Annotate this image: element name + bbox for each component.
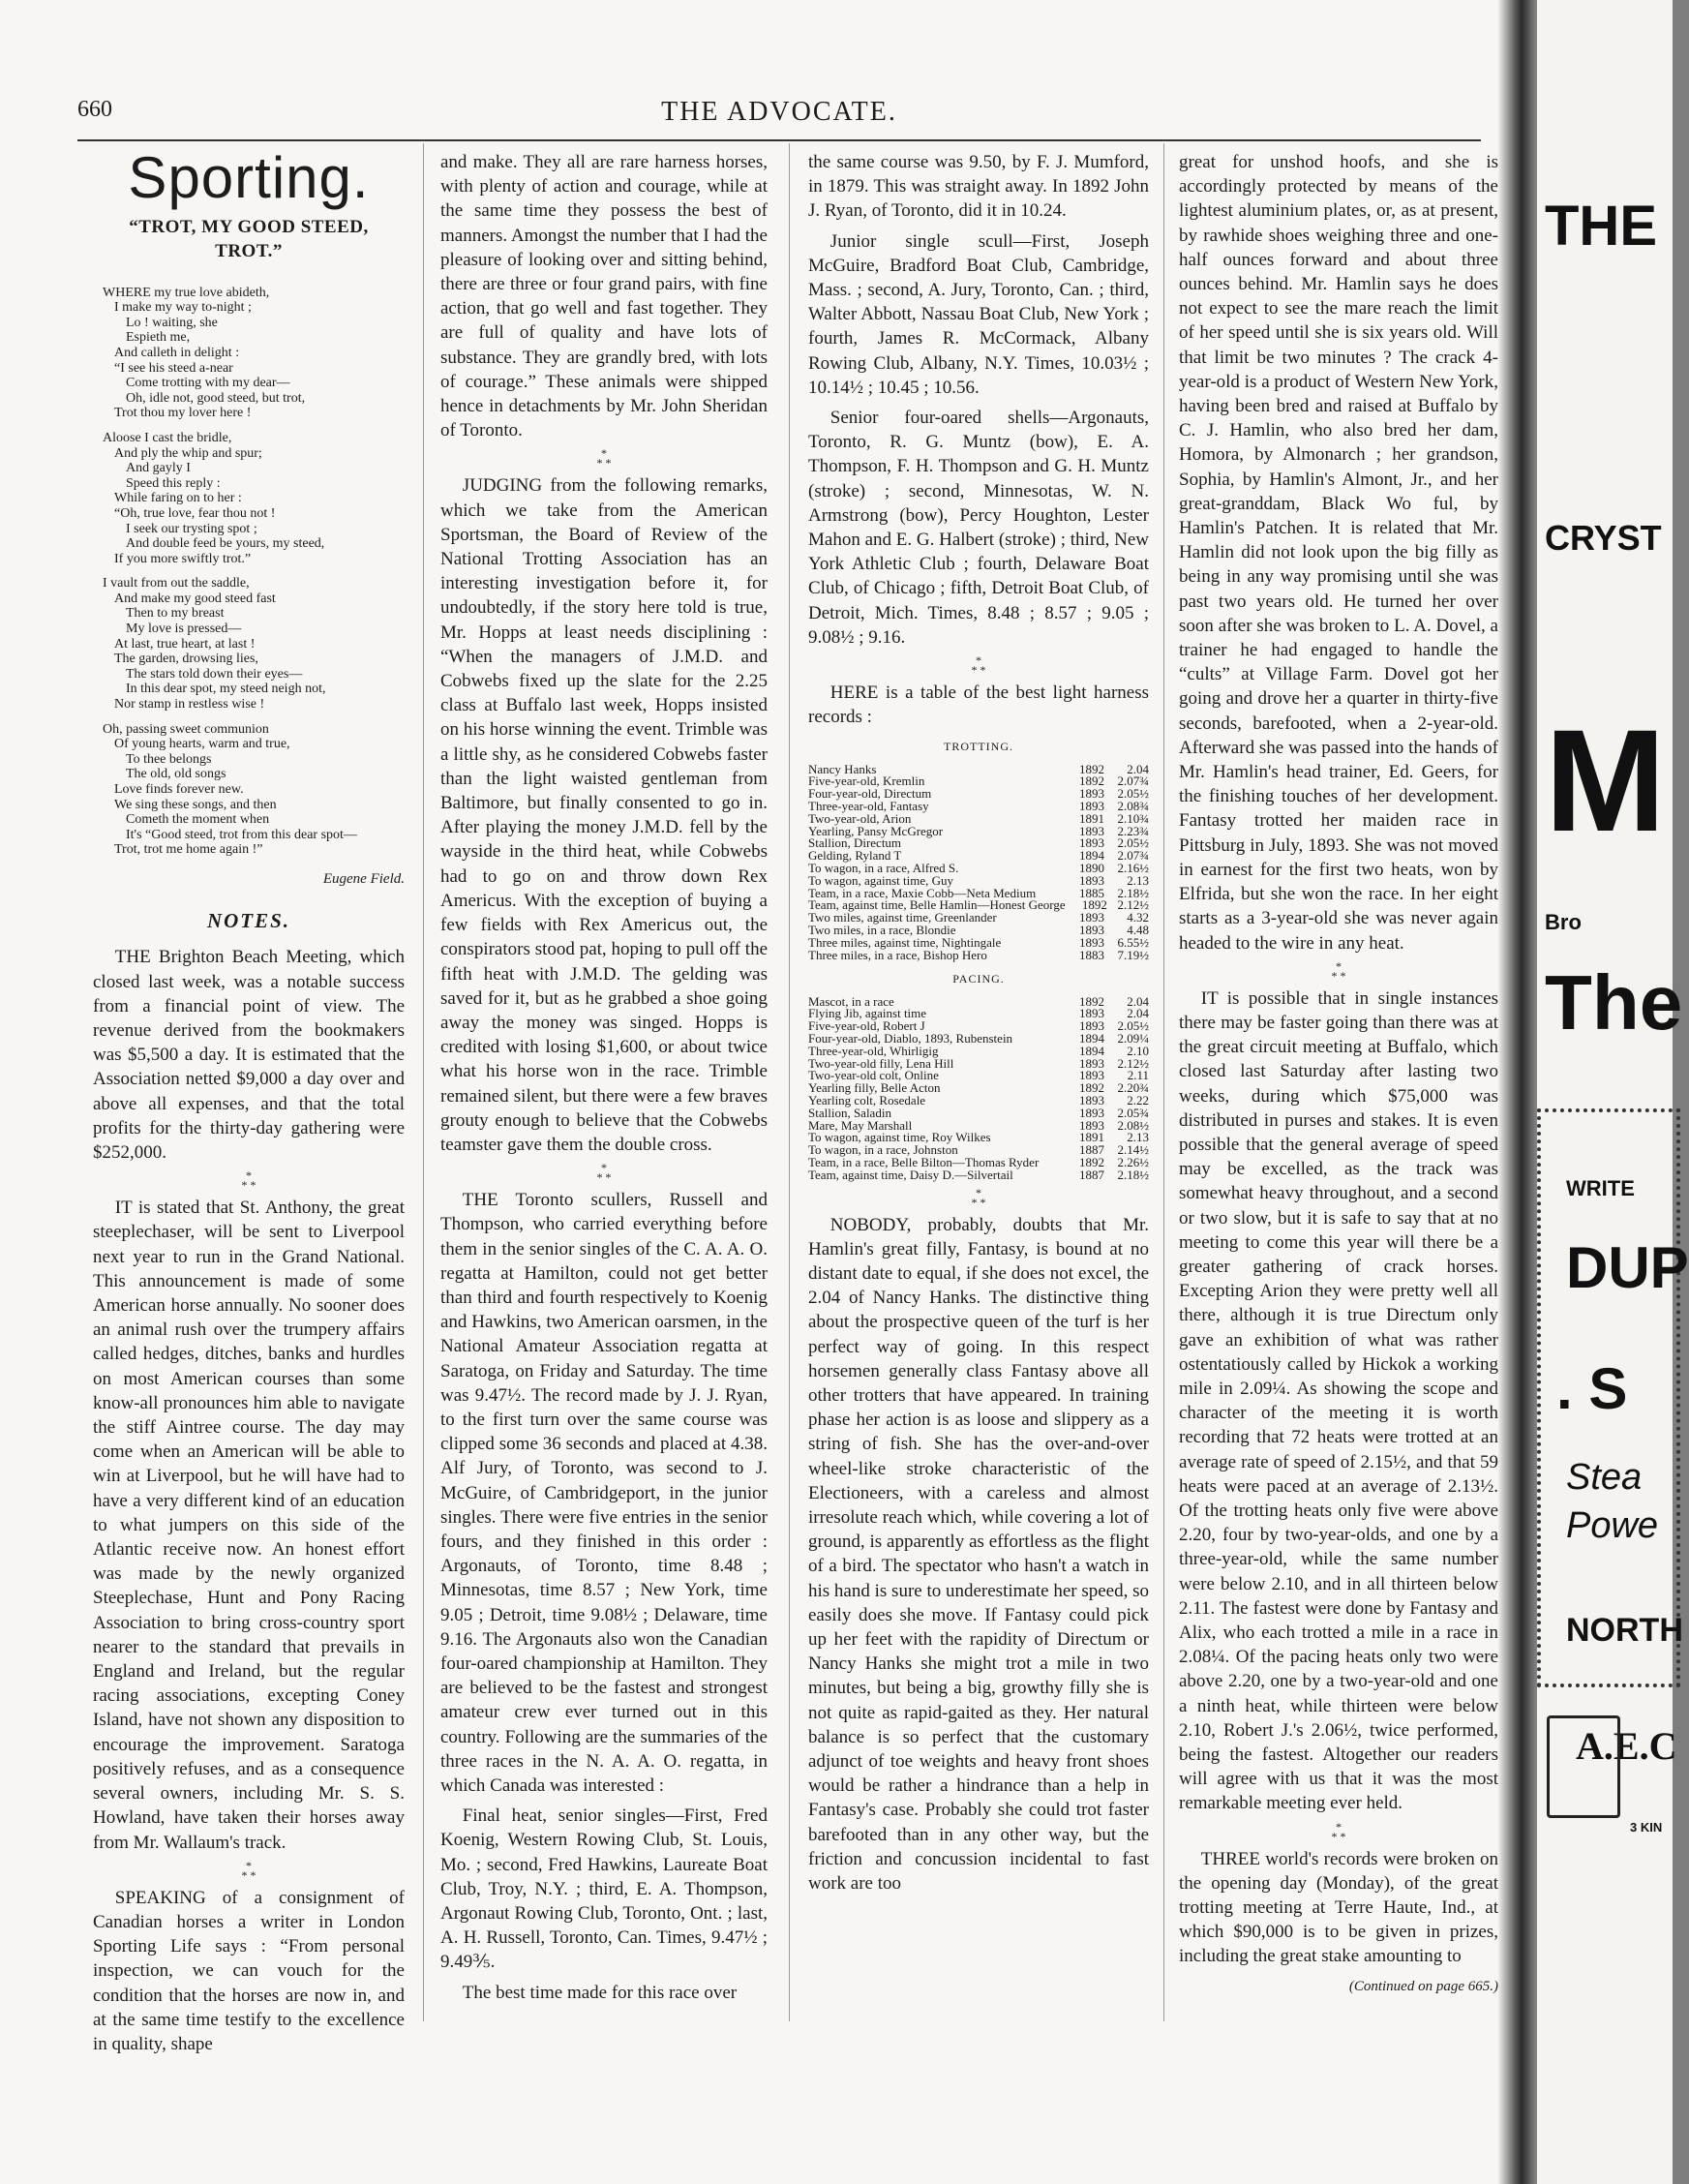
record-name: Yearling filly, Belle Acton xyxy=(808,1080,941,1096)
record-name: Team, against time, Belle Hamlin—Honest George xyxy=(808,897,1066,913)
article-paragraph: great for unshod hoofs, and she is accordingly protected by means of the lightest aluminium plates, or, as at present, by rawhide shoes weighing three and one-half ounces forward and about three ounces behind. Mr. Hamlin says he does not expect to see the mare reach the limit of her speed until she is six years old. Will that limit be two minutes ? The crack 4-year-old is a product of Western New York, having been bred and raised at Buffalo by C. J. Hamlin, who also bred her dam, Homora, by Almonarch ; her grandson, Sophia, by Hamlin's Almont, Jr., and her great-granddam, Black Wo ful, by Hamlin's Patchen. It is related that Mr. Hamlin did not look upon the big filly as being in any way promising until she was past two years old. He turned her over soon after she was broken to L. A. Dovel, a trainer he had engaged to handle the “cults” at Village Farm. Dovel got her going and drove her a quarter in thirty-five seconds, barefooted, when a 2-year-old. Afterward she was passed into the hands of Mr. Hamlin's head trainer, Ed. Geers, for the finishing touches of her development. Fantasy trotted her maiden race in Pittsburg in July, 1893. She was not moved in earnest for the first two heats, won by Elfrida, but she won the race. In her eight starts as a 3-year-old she was never again headed to the wire in any heat. xyxy=(1179,152,1498,954)
record-name: Gelding, Ryland T xyxy=(808,848,902,864)
record-year: 1893 xyxy=(1079,835,1104,851)
poem-line: If you more swiftly trot.” xyxy=(114,551,252,566)
record-time: 2.08¾ xyxy=(1117,799,1149,814)
record-year: 1894 xyxy=(1079,1043,1104,1058)
record-year: 1894 xyxy=(1079,848,1104,864)
record-name: To wagon, in a race, Alfred S. xyxy=(808,861,959,876)
poem-line: My love is pressed— xyxy=(126,622,242,637)
record-name: To wagon, against time, Guy xyxy=(808,872,954,888)
record-time: 2.11 xyxy=(1127,1068,1149,1083)
record-year: 1893 xyxy=(1079,934,1104,950)
record-year: 1893 xyxy=(1079,1068,1104,1083)
record-time: 2.10 xyxy=(1127,1043,1149,1058)
poem-line: Trot, trot me home again !” xyxy=(114,842,263,858)
record-name: Nancy Hanks xyxy=(808,761,877,776)
record-name: Three miles, in a race, Bishop Hero xyxy=(808,947,987,962)
record-time: 2.04 xyxy=(1127,761,1149,776)
record-time: 2.05½ xyxy=(1117,835,1149,851)
record-time: 2.04 xyxy=(1127,1006,1149,1021)
poem-line: And ply the whip and spur; xyxy=(114,445,262,461)
record-year: 1893 xyxy=(1079,1093,1104,1107)
record-time: 2.18½ xyxy=(1117,1167,1149,1182)
article-paragraph: THE Brighton Beach Meeting, which closed last week, was a notable success from a financial point of view. The revenue derived from the bookmakers was $5,500 a day. It is estimated that the Association netted $9,000 a day over and above all expenses, and that the total profits for the thirty-day gathering were $252,000. xyxy=(93,947,405,1164)
poem-line: And calleth in delight : xyxy=(114,345,240,360)
poem-line: And double feed be yours, my steed, xyxy=(126,536,325,552)
poem-line: And gayly I xyxy=(126,461,191,476)
poem-stanza xyxy=(103,722,405,858)
trotting-label: TROTTING. xyxy=(944,740,1013,754)
article-paragraph: and make. They all are rare harness horses, with plenty of action and courage, while at the same time they possess the best of manners. Amongst the number that I had the pleasure of looking over and sitting behind, there are three or four grand pairs, with fine action, that go well and fast together. They are full of quality and have lots of substance. They are grandly bred, with lots of courage.” These animals were shipped hence in detachments by Mr. John Sheridan of Toronto. xyxy=(440,152,768,441)
article-paragraph: SPEAKING of a consignment of Canadian horses a writer in London Sporting Life says : “From personal inspection, we can vouch for the condition that the horses are now in, and at the same time testify to the excellence in quality, shape xyxy=(93,1887,405,2054)
record-year: 1893 xyxy=(1079,1117,1104,1133)
separator-stars: * * * xyxy=(971,653,986,678)
record-name: Two-year-old filly, Lena Hill xyxy=(808,1055,954,1071)
article-paragraph: NOBODY, probably, doubts that Mr. Hamlin's great filly, Fantasy, is bound at no distant date to equal, if she does not excel, the 2.04 of Nancy Hanks. The distinctive thing about the prospective queen of the turf is her perfect way of going. In this respect horsemen generally class Fantasy above all other trotters that have appeared. In training phase her action is as loose and slippery as a string of fish. She has the over-and-over wheel-like stroke characteristic of the Electioneers, with a careless and almost irresolute reach which, while covering a lot of ground, is apparently as effortless as the flight of a bird. The spectator who hasn't a watch in his hand is sure to underestimate her speed, so easily does she move. If Fantasy could pick up her feet with the rapidity of Directum or Nancy Hanks she might trot a mile in two minutes, but being a big, growthy filly she is not quite as rapid-gaited as they. Her natural balance is so perfect that the customary adjunct of toe weights and heavy front shoes would be rather a hindrance than a help in Fantasy's case. Probably she could trot faster barefooted than in any other way, but the friction and concussion incidental to fast work are too xyxy=(808,1214,1149,1895)
facing-text: WRITE xyxy=(1566,1176,1635,1200)
separator-stars: * * * xyxy=(596,1161,612,1185)
record-year: 1893 xyxy=(1079,872,1104,888)
article-paragraph: IT is stated that St. Anthony, the great steeplechaser, will be sent to Liverpool next year to run in the Grand National. This announcement is made of some American horse annually. No sooner does an animal rush over the trumpery affairs called hedges, ditches, banks and hurdles on most American courses than some know-all pronounces him able to navigate the stiff Aintree course. The day may come when an American will be able to win at Liverpool, but he will have had to have a very different kind of an education to what jumpers on this side of the Atlantic receive now. An honest effort was made by the newly organized Steeplechase, Hunt and Pony Racing Association to bring cross-country sport nearer to the standard that prevails in England and Ireland, but the regular racing associations, excepting Coney Island, have not shown any disposition to encourage the improvement. Saratoga positively refuses, and as a consequence several owners, including Mr. S. S. Howland, have taken their horses away from Mr. Wallaum's track. xyxy=(93,1198,405,1853)
article-paragraph: Final heat, senior singles—First, Fred Koenig, Western Rowing Club, St. Louis, Mo. ; second, Fred Hawkins, Laureate Boat Club, Troy, N.Y. ; third, E. A. Thompson, Argonaut Rowing Club, Toronto, Ont. ; last, A. H. Russell, Toronto, Can. Times, 9.47½ ; 9.49⅗. xyxy=(440,1805,768,1973)
poem-line: Trot thou my lover here ! xyxy=(114,406,252,421)
article-paragraph: JUDGING from the following remarks, which we take from the American Sportsman, the Board of Review of the National Trotting Association has an interesting investigation before it, for undoubtedly, if the story here told is true, Mr. Hopps at least needs disciplining : “When the managers of J.M.D. and Cobwebs fixed up the slate for the 2.25 class at Buffalo last week, Hopps insisted on his horse winning the event. Trimble was a little shy, as he considered Cobwebs faster than the light waisted gentleman from Baltimore, but finally consented to go in. After playing the money J.M.D. fell by the wayside in the third heat, while Cobwebs had to go on and throw down Rex Americus. With the exception of buying a few fields with Rex Americus out, the conspirators stood pat, hoping to pull off the fifth heat with J.M.D. The gelding was saved for it, but as he grabbed a shoe going away the money was singed. Hopps is credited with losing $1,600, or about twice what his horse won in the race. Trimble remained silent, but there were a few braves grouty enough to believe that the Cobwebs teamster gave them the double cross. xyxy=(440,475,768,1155)
record-name: Four-year-old, Diablo, 1893, Rubenstein xyxy=(808,1031,1013,1046)
record-year: 1893 xyxy=(1079,823,1104,838)
poem-line: In this dear spot, my steed neigh not, xyxy=(126,682,326,697)
record-year: 1883 xyxy=(1079,947,1104,962)
record-year: 1893 xyxy=(1079,786,1104,802)
notes-heading: NOTES. xyxy=(206,909,291,933)
record-name: To wagon, against time, Roy Wilkes xyxy=(808,1130,991,1145)
poem-line: At last, true heart, at last ! xyxy=(114,636,256,652)
record-year: 1893 xyxy=(1079,1018,1104,1034)
pacing-label: PACING. xyxy=(952,972,1005,986)
record-year: 1893 xyxy=(1079,1055,1104,1071)
record-time: 2.26½ xyxy=(1117,1154,1149,1169)
column-4 xyxy=(1179,150,1498,1999)
article-paragraph: THREE world's records were broken on the opening day (Monday), of the great trotting meeting at Terre Haute, Ind., at which $90,000 is to be given in prizes, including the great stake amounting to xyxy=(1179,1848,1498,1967)
poem-line: Nor stamp in restless wise ! xyxy=(114,697,265,713)
record-year: 1893 xyxy=(1079,910,1104,925)
record-name: Five-year-old, Robert J xyxy=(808,1018,925,1034)
record-name: Three-year-old, Fantasy xyxy=(808,799,929,814)
record-time: 2.04 xyxy=(1127,993,1149,1009)
continued-note: (Continued on page 665.) xyxy=(1348,1978,1498,1994)
poem-line: Speed this reply : xyxy=(126,475,221,491)
section-heading: Sporting. xyxy=(128,145,370,210)
record-year: 1891 xyxy=(1079,810,1104,826)
poem-line: Espieth me, xyxy=(126,330,191,346)
poem-line: I make my way to-night ; xyxy=(114,300,252,316)
facing-text: 3 KIN xyxy=(1630,1820,1663,1835)
poem-title: “TROT, MY GOOD STEED, TROT.” xyxy=(129,217,369,262)
record-time: 7.19½ xyxy=(1117,947,1149,962)
record-year: 1893 xyxy=(1079,1105,1104,1120)
record-row xyxy=(808,1169,1149,1182)
facing-text: . S xyxy=(1556,1356,1628,1421)
facing-text: A.E.C xyxy=(1576,1724,1677,1768)
article-paragraph: IT is possible that in single instances there may be faster going than there was at the great circuit meeting at Buffalo, which closed last Saturday after lasting two weeks, during which $75,000 was distributed in purses and stakes. It is even possible that the general average of speed may be excelled, as the track was somewhat heavy throughout, and a second or two slow, but it is safe to say that at no meeting to come this year will there be a greater gathering of crack horses. Excepting Arion they were pretty well all there, although it is true Directum only gave an exhibition of what was rather ostentatiously called by Hickok a working mile in 2.09¼. As showing the scope and character of the meeting it is worth recording that 72 heats were trotted at an average rate of speed of 2.15½, and that 59 heats were paced at an average of 2.13½. Of the trotting heats only five were above 2.20, four by two-year-olds, and one by a three-year-old, while the same number were below 2.10, and in all thirteen below 2.11. The fastest were done by Fantasy and Alix, who each trotted a mile in a race in 2.08¼. Of the pacing heats only two were above 2.20, one by a two-year-old and one a ninth heat, while thirteen were below 2.10, Robert J.'s 2.06½, twice performed, being the fastest. Altogether our readers will agree with us that it was the most remarkable meeting ever held. xyxy=(1179,987,1498,1814)
record-time: 2.05½ xyxy=(1117,1018,1149,1034)
record-row xyxy=(808,947,1149,962)
poem-line: “I see his steed a-near xyxy=(114,360,233,376)
record-year: 1892 xyxy=(1079,993,1104,1009)
record-year: 1894 xyxy=(1079,1031,1104,1046)
poem-line: The old, old songs xyxy=(126,767,226,782)
poem-line: I vault from out the saddle, xyxy=(103,576,250,592)
record-year: 1885 xyxy=(1079,885,1104,900)
column-divider xyxy=(1163,143,1164,2021)
article-paragraph: HERE is a table of the best light harness records : xyxy=(808,682,1149,728)
header-rule xyxy=(77,139,1481,141)
facing-text: CRYST xyxy=(1545,518,1662,558)
record-time: 2.10¾ xyxy=(1117,810,1149,826)
poem xyxy=(103,286,405,858)
record-year: 1891 xyxy=(1079,1130,1104,1145)
poem-line: Lo ! waiting, she xyxy=(126,315,218,330)
record-time: 2.13 xyxy=(1127,872,1149,888)
record-time: 2.05½ xyxy=(1117,786,1149,802)
poem-stanza xyxy=(103,431,405,566)
record-name: Two-year-old, Arion xyxy=(808,810,912,826)
circular-stamp-logo xyxy=(1547,1715,1620,1818)
poem-line: Love finds forever new. xyxy=(114,782,244,798)
facing-text: Stea xyxy=(1566,1457,1643,1498)
record-time: 2.08½ xyxy=(1117,1117,1149,1133)
record-year: 1892 xyxy=(1079,1154,1104,1169)
poem-line: Of young hearts, warm and true, xyxy=(114,737,290,752)
pacing-records-table xyxy=(808,993,1149,1182)
separator-stars: * * * xyxy=(241,1858,256,1882)
poem-line: The garden, drowsing lies, xyxy=(114,652,258,667)
record-name: Yearling, Pansy McGregor xyxy=(808,823,944,838)
poem-line: I seek our trysting spot ; xyxy=(126,521,257,536)
record-name: Four-year-old, Directum xyxy=(808,786,932,802)
facing-text: M xyxy=(1545,699,1666,862)
separator-stars: * * * xyxy=(241,1168,256,1193)
column-3 xyxy=(808,150,1149,1901)
record-time: 2.16½ xyxy=(1117,861,1149,876)
poem-line: And make my good steed fast xyxy=(114,591,276,606)
record-year: 1887 xyxy=(1079,1142,1104,1158)
record-name: Two miles, in a race, Blondie xyxy=(808,923,956,938)
poem-line: Then to my breast xyxy=(126,606,225,622)
record-time: 2.22 xyxy=(1127,1093,1149,1107)
record-name: Five-year-old, Kremlin xyxy=(808,774,925,789)
separator-stars: * * * xyxy=(1331,958,1346,983)
record-year: 1892 xyxy=(1081,897,1107,913)
record-name: Three miles, against time, Nightingale xyxy=(808,934,1002,950)
facing-text: Bro xyxy=(1545,910,1582,934)
poem-stanza xyxy=(103,576,405,712)
facing-text: Powe xyxy=(1566,1505,1659,1546)
record-year: 1893 xyxy=(1079,1006,1104,1021)
record-time: 4.48 xyxy=(1127,923,1149,938)
record-year: 1887 xyxy=(1079,1167,1104,1182)
poem-line: Cometh the moment when xyxy=(126,812,270,828)
poem-author: Eugene Field. xyxy=(322,870,405,887)
record-name: Three-year-old, Whirligig xyxy=(808,1043,939,1058)
record-time: 2.12½ xyxy=(1117,897,1149,913)
record-time: 2.07¾ xyxy=(1117,774,1149,789)
record-time: 6.55½ xyxy=(1117,934,1149,950)
record-name: Mascot, in a race xyxy=(808,993,894,1009)
record-name: Team, in a race, Maxie Cobb—Neta Medium xyxy=(808,885,1037,900)
article-paragraph: Senior four-oared shells—Argonauts, Toronto, R. G. Muntz (bow), E. A. Thompson, F. H. Thompson and G. H. Muntz (stroke) ; second, Minnesotas, W. N. Armstrong (bow), Percy Houghton, Lester Mahon and E. G. Halbert (stroke) ; third, New York Athletic Club ; fourth, Delaware Boat Club, of Chicago ; fifth, Detroit Boat Club, of Detroit, Mich. Times, 8.48 ; 8.57 ; 9.05 ; 9.08½ ; 9.16. xyxy=(808,408,1149,648)
poem-line: Aloose I cast the bridle, xyxy=(103,430,232,445)
facing-text: THE xyxy=(1545,195,1657,258)
poem-line: We sing these songs, and then xyxy=(114,797,277,812)
record-name: To wagon, in a race, Johnston xyxy=(808,1142,958,1158)
poem-line: To thee belongs xyxy=(126,751,212,767)
record-name: Yearling colt, Rosedale xyxy=(808,1093,926,1107)
article-paragraph: the same course was 9.50, by F. J. Mumford, in 1879. This was straight away. In 1892 John J. Ryan, of Toronto, did it in 10.24. xyxy=(808,152,1149,222)
page-number: 660 xyxy=(77,97,112,122)
poem-line: “Oh, true love, fear thou not ! xyxy=(114,505,276,521)
article-paragraph: Junior single scull—First, Joseph McGuire, Bradford Boat Club, Cambridge, Mass. ; second, A. Jury, Toronto, Can. ; third, Walter Abbott, Nassau Boat Club, New York ; fourth, James R. McCormack, Albany Rowing Club, Albany, N.Y. Times, 10.03½ ; 10.14½ ; 10.45 ; 10.56. xyxy=(808,230,1149,398)
facing-text: The xyxy=(1545,959,1683,1046)
record-time: 2.05¾ xyxy=(1117,1105,1149,1120)
record-name: Team, against time, Daisy D.—Silvertail xyxy=(808,1167,1013,1182)
facing-text: NORTH xyxy=(1566,1612,1683,1649)
record-year: 1893 xyxy=(1079,923,1104,938)
record-name: Stallion, Directum xyxy=(808,835,902,851)
record-time: 2.14½ xyxy=(1117,1142,1149,1158)
separator-stars: * * * xyxy=(596,446,612,470)
record-name: Flying Jib, against time xyxy=(808,1006,927,1021)
poem-line: WHERE my true love abideth, xyxy=(103,285,270,300)
article-paragraph: The best time made for this race over xyxy=(462,1982,738,2003)
publication-title: THE ADVOCATE. xyxy=(661,97,897,127)
poem-line: Come trotting with my dear— xyxy=(126,376,290,391)
column-1 xyxy=(93,145,405,2062)
record-name: Team, in a race, Belle Bilton—Thomas Ryder xyxy=(808,1154,1040,1169)
record-time: 2.12½ xyxy=(1117,1055,1149,1071)
poem-line: The stars told down their eyes— xyxy=(126,666,303,682)
poem-line: While faring on to her : xyxy=(114,491,242,506)
facing-page xyxy=(1537,0,1689,2184)
column-divider xyxy=(423,143,424,2021)
poem-line: Oh, idle not, good steed, but trot, xyxy=(126,390,306,406)
book-gutter xyxy=(1498,0,1537,2184)
separator-stars: * * * xyxy=(1331,1819,1346,1843)
record-name: Mare, May Marshall xyxy=(808,1117,913,1133)
record-year: 1893 xyxy=(1079,799,1104,814)
record-name: Stallion, Saladin xyxy=(808,1105,891,1120)
record-time: 2.13 xyxy=(1127,1130,1149,1145)
record-time: 2.20¾ xyxy=(1117,1080,1149,1096)
page-header xyxy=(77,97,1481,132)
poem-line: Oh, passing sweet communion xyxy=(103,721,269,737)
record-year: 1892 xyxy=(1079,774,1104,789)
record-year: 1890 xyxy=(1079,861,1104,876)
record-year: 1892 xyxy=(1079,761,1104,776)
column-2 xyxy=(440,150,768,2011)
record-time: 2.18½ xyxy=(1117,885,1149,900)
column-divider xyxy=(789,143,790,2021)
record-time: 2.07¾ xyxy=(1117,848,1149,864)
record-time: 4.32 xyxy=(1127,910,1149,925)
record-name: Two miles, against time, Greenlander xyxy=(808,910,997,925)
record-time: 2.09¼ xyxy=(1117,1031,1149,1046)
poem-stanza xyxy=(103,286,405,421)
article-paragraph: THE Toronto scullers, Russell and Thompson, who carried everything before them in the senior singles of the C. A. A. O. regatta at Hamilton, could not get better than third and fourth respectively to Koenig and Hawkins, two American oarsmen, in the National Amateur Association regatta at Saratoga, on Friday and Saturday. The time was 9.47½. The record made by J. J. Ryan, to the first turn over the same course was clipped some 36 seconds and placed at 4.38. Alf Jury, of Toronto, was second to J. McGuire, of Cambridgeport, in the junior singles. There were five entries in the senior fours, and they finished in this order : Argonauts, of Toronto, time 8.48 ; Minnesotas, time 8.57 ; New York, time 9.05 ; Detroit, time 9.08½ ; Delaware, time 9.16. The Argonauts also won the Canadian four-oared championship at Hamilton. They are believed to be the fastest and strongest amateur crew ever turned out in this country. Following are the summaries of the three races in the N. A. A. O. regatta, in which Canada was interested : xyxy=(440,1190,768,1796)
record-time: 2.23¾ xyxy=(1117,823,1149,838)
facing-text: DUP xyxy=(1566,1235,1689,1300)
record-year: 1892 xyxy=(1079,1080,1104,1096)
separator-stars: * * * xyxy=(971,1185,986,1209)
trotting-records-table xyxy=(808,761,1149,962)
poem-line: It's “Good steed, trot from this dear spot— xyxy=(126,827,357,842)
record-name: Two-year-old colt, Online xyxy=(808,1068,939,1083)
